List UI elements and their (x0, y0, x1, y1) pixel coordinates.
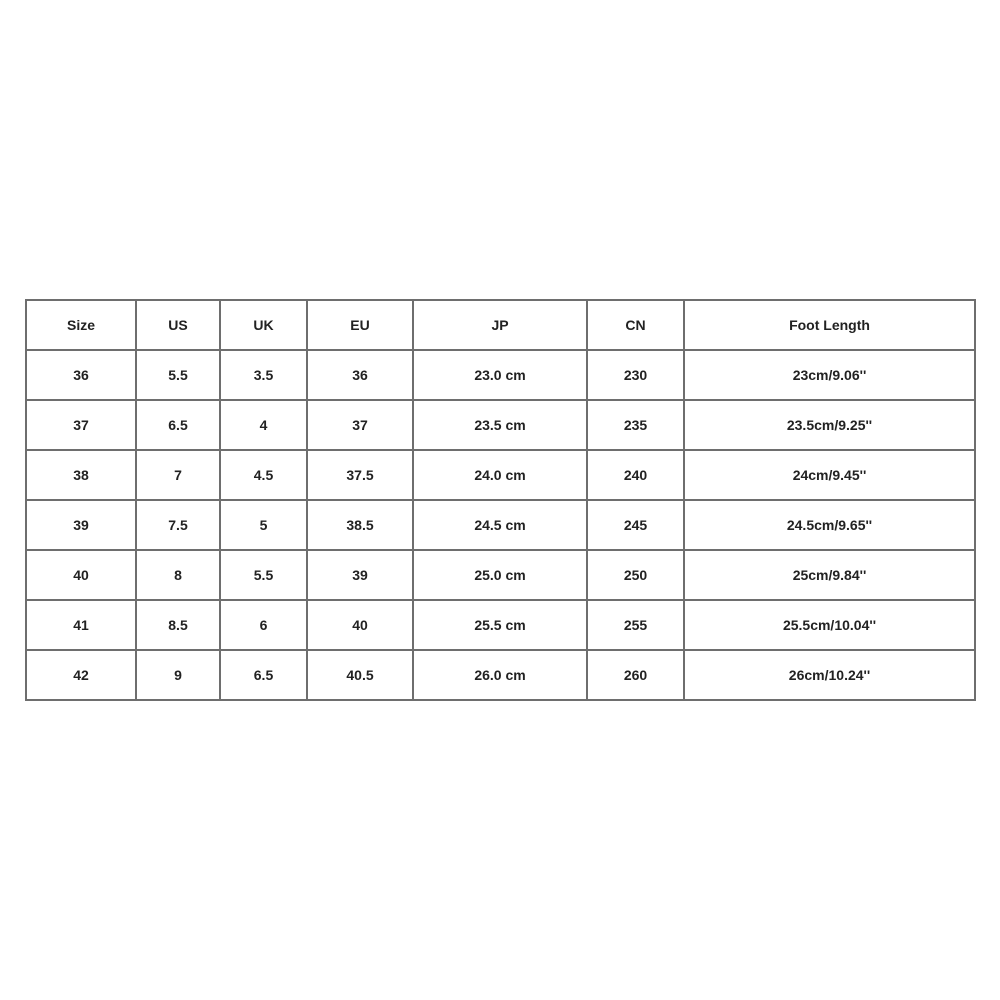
cell-foot-length: 25cm/9.84'' (684, 550, 975, 600)
cell-jp: 24.0 cm (413, 450, 587, 500)
cell-size: 38 (26, 450, 136, 500)
cell-foot-length: 26cm/10.24'' (684, 650, 975, 700)
header-eu: EU (307, 300, 413, 350)
table-row (26, 500, 975, 550)
cell-jp: 23.5 cm (413, 400, 587, 450)
cell-foot-length: 25.5cm/10.04'' (684, 600, 975, 650)
header-size: Size (26, 300, 136, 350)
cell-size: 40 (26, 550, 136, 600)
header-row (26, 300, 975, 350)
cell-us: 6.5 (136, 400, 220, 450)
table-row (26, 650, 975, 700)
table-row (26, 350, 975, 400)
cell-cn: 245 (587, 500, 684, 550)
cell-us: 8.5 (136, 600, 220, 650)
cell-uk: 4 (220, 400, 307, 450)
cell-cn: 235 (587, 400, 684, 450)
header-foot-length: Foot Length (684, 300, 975, 350)
table-row (26, 450, 975, 500)
cell-eu: 40.5 (307, 650, 413, 700)
cell-us: 8 (136, 550, 220, 600)
table-row (26, 600, 975, 650)
cell-size: 39 (26, 500, 136, 550)
cell-us: 7.5 (136, 500, 220, 550)
table-row (26, 550, 975, 600)
cell-uk: 6 (220, 600, 307, 650)
table-row (26, 400, 975, 450)
size-chart-table (25, 299, 976, 701)
cell-uk: 3.5 (220, 350, 307, 400)
cell-eu: 36 (307, 350, 413, 400)
cell-uk: 4.5 (220, 450, 307, 500)
cell-size: 41 (26, 600, 136, 650)
cell-jp: 24.5 cm (413, 500, 587, 550)
cell-jp: 23.0 cm (413, 350, 587, 400)
cell-eu: 39 (307, 550, 413, 600)
cell-size: 42 (26, 650, 136, 700)
cell-us: 7 (136, 450, 220, 500)
cell-size: 36 (26, 350, 136, 400)
cell-uk: 6.5 (220, 650, 307, 700)
cell-cn: 230 (587, 350, 684, 400)
cell-eu: 37 (307, 400, 413, 450)
cell-jp: 25.0 cm (413, 550, 587, 600)
cell-us: 9 (136, 650, 220, 700)
cell-foot-length: 23.5cm/9.25'' (684, 400, 975, 450)
cell-jp: 26.0 cm (413, 650, 587, 700)
cell-eu: 37.5 (307, 450, 413, 500)
cell-cn: 260 (587, 650, 684, 700)
cell-cn: 255 (587, 600, 684, 650)
cell-foot-length: 24.5cm/9.65'' (684, 500, 975, 550)
cell-uk: 5 (220, 500, 307, 550)
cell-cn: 240 (587, 450, 684, 500)
cell-foot-length: 23cm/9.06'' (684, 350, 975, 400)
cell-eu: 38.5 (307, 500, 413, 550)
cell-foot-length: 24cm/9.45'' (684, 450, 975, 500)
cell-uk: 5.5 (220, 550, 307, 600)
cell-jp: 25.5 cm (413, 600, 587, 650)
header-uk: UK (220, 300, 307, 350)
cell-cn: 250 (587, 550, 684, 600)
cell-size: 37 (26, 400, 136, 450)
header-cn: CN (587, 300, 684, 350)
cell-eu: 40 (307, 600, 413, 650)
cell-us: 5.5 (136, 350, 220, 400)
header-jp: JP (413, 300, 587, 350)
header-us: US (136, 300, 220, 350)
